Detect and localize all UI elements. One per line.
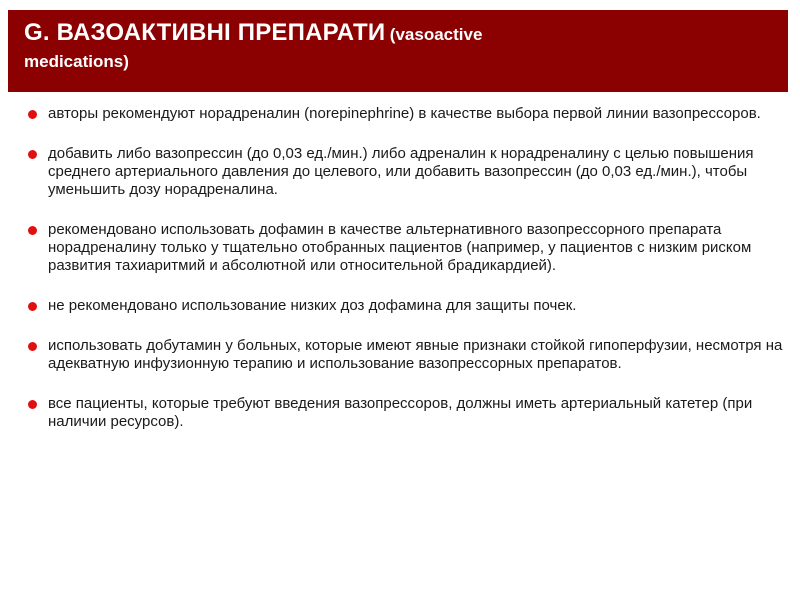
bullet-dot-icon (28, 110, 37, 119)
bullet-item-6 (24, 395, 784, 431)
bullet-item-2 (24, 145, 784, 199)
bullet-dot-icon (28, 150, 37, 159)
bullet-dot-icon (28, 226, 37, 235)
bullet-dot-icon (28, 302, 37, 311)
bullet-text: рекомендовано использовать дофамин в качестве альтернативного вазопрессорного препарата норадреналину только у тщательно отобранных пациентов (например, у пациентов с низким риском развития тахиаритмий и абсолютной или относительной брадикардией). (48, 221, 752, 274)
bullet-dot-icon (28, 342, 37, 351)
bullet-text: все пациенты, которые требуют введения вазопрессоров, должны иметь артериальный катетер (при наличии ресурсов). (48, 395, 753, 430)
bullet-text: авторы рекомендуют норадреналин (norepinephrine) в качестве выбора первой линии вазопрессоров. (48, 105, 761, 122)
title-sub: (vasoactive (389, 25, 483, 44)
bullet-text: добавить либо вазопрессин (до 0,03 ед./мин.) либо адреналин к норадреналину с целью повышения среднего артериального давления до целевого, или добавить вазопрессин (до 0,03 ед./мин.), чтобы уменьшить дозу норадреналина. (48, 145, 754, 198)
bullet-text: не рекомендовано использование низких доз дофамина для защиты почек. (48, 297, 577, 314)
bullet-dot-icon (28, 400, 37, 409)
bullet-item-4 (24, 297, 784, 315)
bullet-list (24, 105, 784, 453)
bullet-item-5 (24, 337, 784, 373)
title-main: G. ВАЗОАКТИВНІ ПРЕПАРАТИ (24, 19, 386, 46)
bullet-item-1 (24, 105, 784, 123)
title-line-1 (24, 18, 772, 48)
bullet-text: использовать добутамин у больных, которые имеют явные признаки стойкой гипоперфузии, несмотря на адекватную инфузионную терапию и использование вазопрессорных препаратов. (48, 337, 783, 372)
title-banner (8, 10, 788, 92)
title-line-2: medications) (24, 52, 129, 71)
bullet-item-3 (24, 221, 784, 275)
